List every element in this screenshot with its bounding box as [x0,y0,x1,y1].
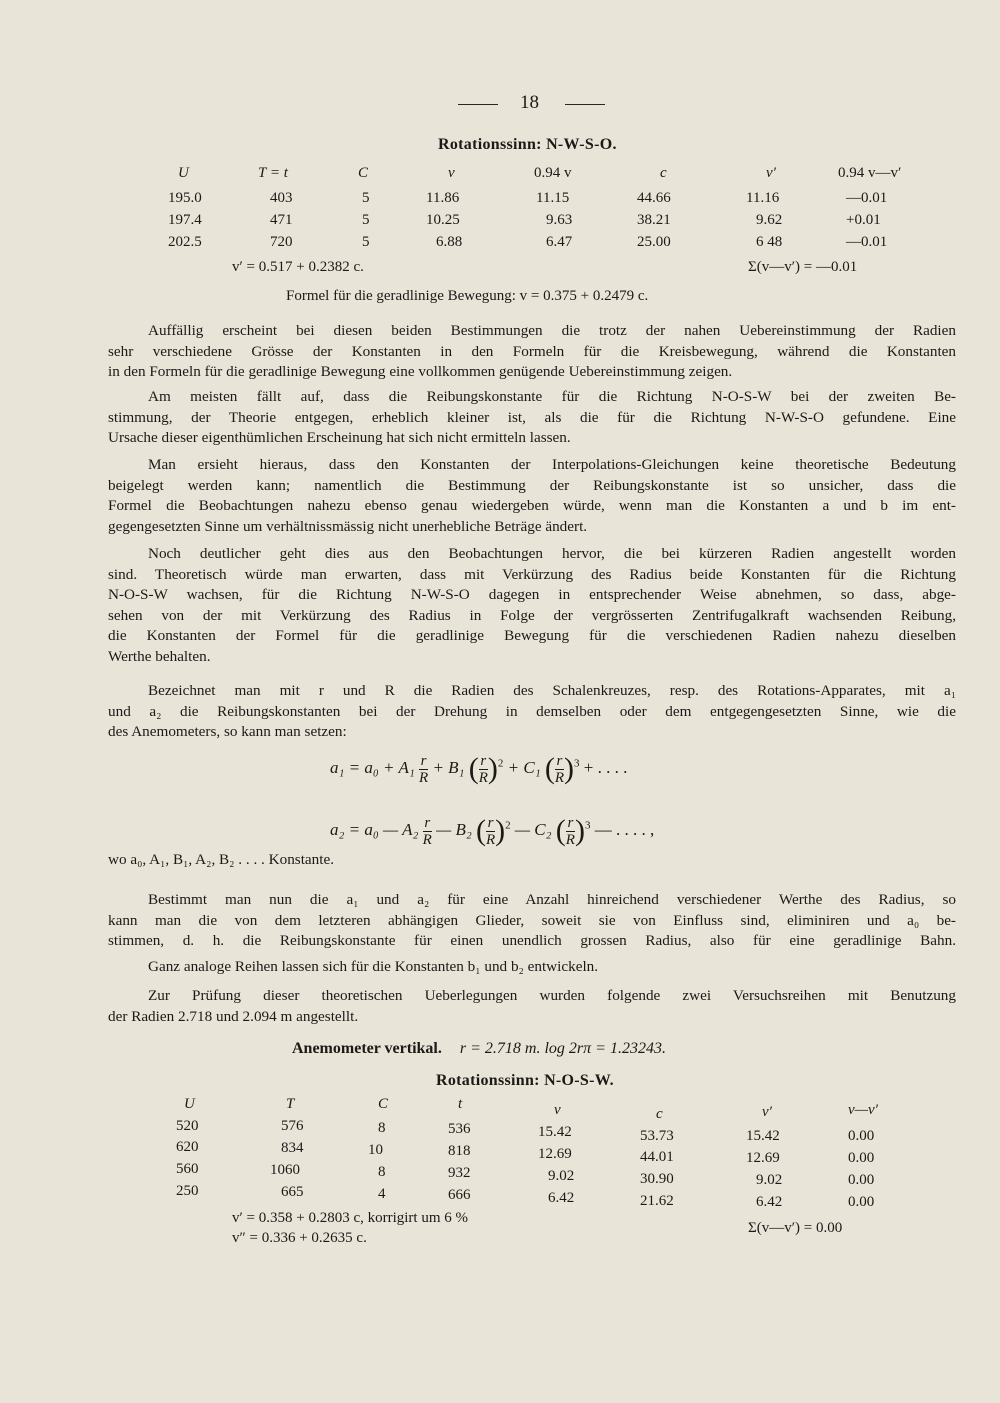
table2-header-c: C [378,1096,389,1112]
paragraph-5 [108,681,956,743]
table2-cell: 620 [176,1139,199,1155]
exponent: 2 [497,757,504,770]
table1-cell: 5 [362,190,370,206]
table1-cell: 6.88 [436,234,463,250]
paragraph-7 [108,957,956,978]
table2-cell: 15.42 [538,1124,572,1140]
table2-cell: 10 [368,1142,383,1158]
paragraph-line: Man ersieht hieraus, dass den Konstanten der Interpolations-Gleichungen keine theoretische Bedeutung [148,456,956,473]
paragraph-line: sind. Theoretisch würde man erwarten, dass mit Verkürzung des Radius beide Konstanten für die Richtung [108,565,956,583]
eq1-fraction: $\frac{r}{R}$ [554,752,565,786]
page-number-dash-left [458,104,498,105]
table2-sum: Σ(v—v′) = 0.00 [748,1220,843,1236]
eq1-b-term: + B₁ [432,757,465,777]
paragraph-line: Noch deutlicher geht dies aus den Beobachtungen hervor, die bei kürzeren Radien angestellt worden [148,545,956,562]
table2-cell: 666 [448,1187,471,1203]
table1-cell: 5 [362,212,370,228]
eq1-fraction: $\frac{r}{R}$ [478,752,488,786]
table2-formula-1: v′ = 0.358 + 0.2803 c, korrigirt um 6 % [232,1210,469,1226]
table1-cell: 9.62 [756,212,783,228]
equation-1 [330,752,627,786]
table1-cell: 25.00 [637,234,671,250]
table2-cell: 932 [448,1165,471,1181]
table2-header-vprime: v′ [762,1104,772,1120]
paragraph-line: Bestimmt man nun die a₁ und a₂ für eine Anzahl hinreichend verschiedener Werthe des Radius, so [148,891,956,908]
paragraph-8 [108,986,956,1027]
paragraph-line: die Konstanten der Formel für die geradlinige Bewegung für die verschiedenen Radien nahezu dieselben [108,627,956,645]
table1-cell: 9.63 [546,212,573,228]
paragraph-line: Formel die Beobachtungen nahezu ebenso genau wiedergeben würde, wenn man die Konstanten a und b im ent- [108,497,956,515]
eq1-fraction: $\frac{r}{R}$ [419,752,429,786]
table2-cell: 250 [176,1183,199,1199]
table2-parameters: r = 2.718 m. log 2rπ = 1.23243. [459,1040,666,1057]
table1-title: Rotationssinn: N-W-S-O. [438,136,617,153]
table1-cell: 11.86 [426,190,460,206]
paragraph-line: N-O-S-W wachsen, für die Richtung N-W-S-O dagegen in entsprechender Weise abnehmen, so dass, abge- [108,586,956,604]
paragraph-line: gegengesetzten Sinne um verhältnissmässig nicht unerhebliche Beträge ändert. [108,517,588,535]
table1-cell: 5 [362,234,370,250]
table1-cell: 6.47 [546,234,573,250]
paragraph-line: stimmen, d. h. die Reibungskonstante für einen unendlich grossen Radius, also für eine geradlinige Bahn. [108,932,956,950]
table2-cell: 21.62 [640,1193,674,1209]
paren-left: ( [555,814,566,847]
paragraph-line: in den Formeln für die geradlinige Bewegung eine vollkommen genügende Uebereinstimmung zeigen. [108,363,733,381]
table1-cell: 11.16 [746,190,780,206]
table2-cell: 8 [378,1164,386,1180]
table2-header-u: U [184,1096,195,1112]
exponent: 3 [584,819,591,832]
table1-cell: 720 [270,234,293,250]
table2-cell: 6.42 [548,1190,575,1206]
constants-note: wo a₀, A₁, B₁, A₂, B₂ . . . . Konstante. [108,851,335,868]
table2-cell: 44.01 [640,1149,674,1165]
table1-header-v: v [448,165,455,181]
equation-2 [330,814,654,848]
paragraph-line: Auffällig erscheint bei diesen beiden Bestimmungen die trotz der nahen Uebereinstimmung der Radien [148,322,956,339]
paren-right: ) [487,752,498,785]
table2-cell: 1060 [270,1162,300,1178]
table2-cell: 665 [281,1184,304,1200]
paragraph-line: Ursache dieser eigenthümlichen Erscheinung hat sich nicht ermitteln lassen. [108,429,571,447]
table2-cell: 0.00 [848,1128,875,1144]
table2-cell: 834 [281,1140,304,1156]
table2-cell: 53.73 [640,1128,674,1144]
paragraph-line: Bezeichnet man mit r und R die Radien des Schalenkreuzes, resp. des Rotations-Apparates, mit a₁ [148,682,956,699]
table2-header-c-small: c [656,1106,663,1122]
table1-formula: v′ = 0.517 + 0.2382 c. [232,259,364,275]
table1-cell: 403 [270,190,293,206]
table2-subtitle: Rotationssinn: N-O-S-W. [436,1072,614,1089]
table2-cell: 0.00 [848,1194,875,1210]
paragraph-line: kann man die von dem letzteren abhängigen Glieder, soweit sie von Einfluss sind, eliminiren und a₀ be- [108,911,956,929]
table1-cell: 11.15 [536,190,570,206]
table1-linear-formula: Formel für die geradlinige Bewegung: v = 0.375 + 0.2479 c. [286,288,649,304]
table2-cell: 0.00 [848,1172,875,1188]
table1-cell: 38.21 [637,212,671,228]
table1-sum: Σ(v—v′) = —0.01 [748,259,858,275]
table2-cell: 9.02 [756,1172,783,1188]
table2-formula-2: v″ = 0.336 + 0.2635 c. [232,1230,367,1246]
eq1-c-term: + C₁ [507,757,541,777]
table2-cell: 4 [378,1186,386,1202]
table2-cell: 576 [281,1118,304,1134]
paragraph-line: des Anemometers, so kann man setzen: [108,723,347,741]
table2-cell: 6.42 [756,1194,783,1210]
table2-title-line [292,1040,666,1058]
table2-cell: 536 [448,1121,471,1137]
table1-cell: 44.66 [637,190,671,206]
eq2-end: — . . . . , [594,819,655,839]
table1-header-094v: 0.94 v [534,165,572,181]
table1-cell: 10.25 [426,212,460,228]
table2-title: Anemometer vertikal. [292,1040,442,1057]
table1-cell: 197.4 [168,212,202,228]
table1-cell: 195.0 [168,190,202,206]
table1-header-diff: 0.94 v—v′ [838,165,902,181]
table2-header-diff: v—v′ [848,1102,878,1118]
table2-cell: 520 [176,1118,199,1134]
table1-header-t: T = t [258,165,288,181]
exponent: 3 [574,757,580,770]
table2-cell: 8 [378,1120,386,1136]
paragraph-line: beigelegt werden kann; namentlich die Bestimmung der Reibungskonstante ist so unsicher, dass die [108,476,956,494]
paragraph-line: Zur Prüfung dieser theoretischen Ueberlegungen wurden folgende zwei Versuchsreihen mit Benutzung [148,987,956,1004]
table2-cell: 560 [176,1161,199,1177]
paren-left: ( [468,752,479,785]
table2-cell: 818 [448,1143,471,1159]
paren-right: ) [495,814,506,847]
paragraph-line: Ganz analoge Reihen lassen sich für die Konstanten b₁ und b₂ entwickeln. [148,958,599,975]
table2-header-v: v [554,1102,561,1118]
exponent: 2 [505,819,511,832]
table1-header-c: C [358,165,369,181]
paren-right: ) [564,752,575,785]
page-number-dash-right [565,104,605,105]
paragraph-line: sehen von der mit Verkürzung des Radius in Folge der vergrösserten Zentrifugalkraft wachsenden Reibung, [108,606,956,624]
paren-left: ( [476,814,486,847]
paragraph-2 [108,387,956,449]
paragraph-6 [108,890,956,952]
table1-cell: —0.01 [846,234,888,250]
table1-header-vprime: v′ [766,165,776,181]
table2-cell: 12.69 [538,1146,572,1162]
table1-cell: 6 48 [756,234,783,250]
eq2-lhs: a₂ = a₀ — A₂ [330,819,419,839]
paragraph-line: und a₂ die Reibungskonstanten bei der Drehung in demselben oder dem entgegengesetzten Sinne, wie die [108,702,956,720]
table1-cell: 202.5 [168,234,202,250]
paragraph-line: Am meisten fällt auf, dass die Reibungskonstante für die Richtung N-O-S-W bei der zweiten Be- [148,388,956,405]
table2-header-t-small: t [458,1096,463,1112]
table1-cell: +0.01 [846,212,881,228]
eq2-b-term: — B₂ [436,819,472,839]
eq1-end: + . . . . [583,757,628,777]
table2-cell: 0.00 [848,1150,875,1166]
eq2-fraction: $\frac{r}{R}$ [486,814,496,848]
paren-left: ( [544,752,555,785]
paragraph-3 [108,455,956,537]
table1-cell: —0.01 [846,190,888,206]
eq1-lhs: a₁ = a₀ + A₁ [330,757,415,777]
table2-cell: 12.69 [746,1150,780,1166]
table1-cell: 471 [270,212,293,228]
paragraph-line: der Radien 2.718 und 2.094 m angestellt. [108,1007,359,1025]
eq2-fraction: $\frac{r}{R}$ [565,814,575,848]
paragraph-line: stimmung, der Theorie entgegen, erheblich kleiner ist, als die für die Richtung N-W-S-O gefundene. Eine [108,408,956,426]
table2-cell: 9.02 [548,1168,575,1184]
paragraph-line: sehr verschiedene Grösse der Konstanten in den Formeln für die Kreisbewegung, während die Konstanten [108,342,956,360]
table2-cell: 30.90 [640,1171,674,1187]
table1-header-c-small: c [660,165,667,181]
eq2-c-term: — C₂ [514,819,552,839]
paren-right: ) [574,814,585,847]
page-number: 18 [520,92,539,113]
table1-header-u: U [178,165,189,181]
paragraph-1 [108,321,956,383]
table2-cell: 15.42 [746,1128,780,1144]
eq2-fraction: $\frac{r}{R}$ [422,814,432,848]
paragraph-line: Werthe behalten. [108,647,211,665]
paragraph-4 [108,544,956,668]
table2-header-t: T [286,1096,295,1112]
